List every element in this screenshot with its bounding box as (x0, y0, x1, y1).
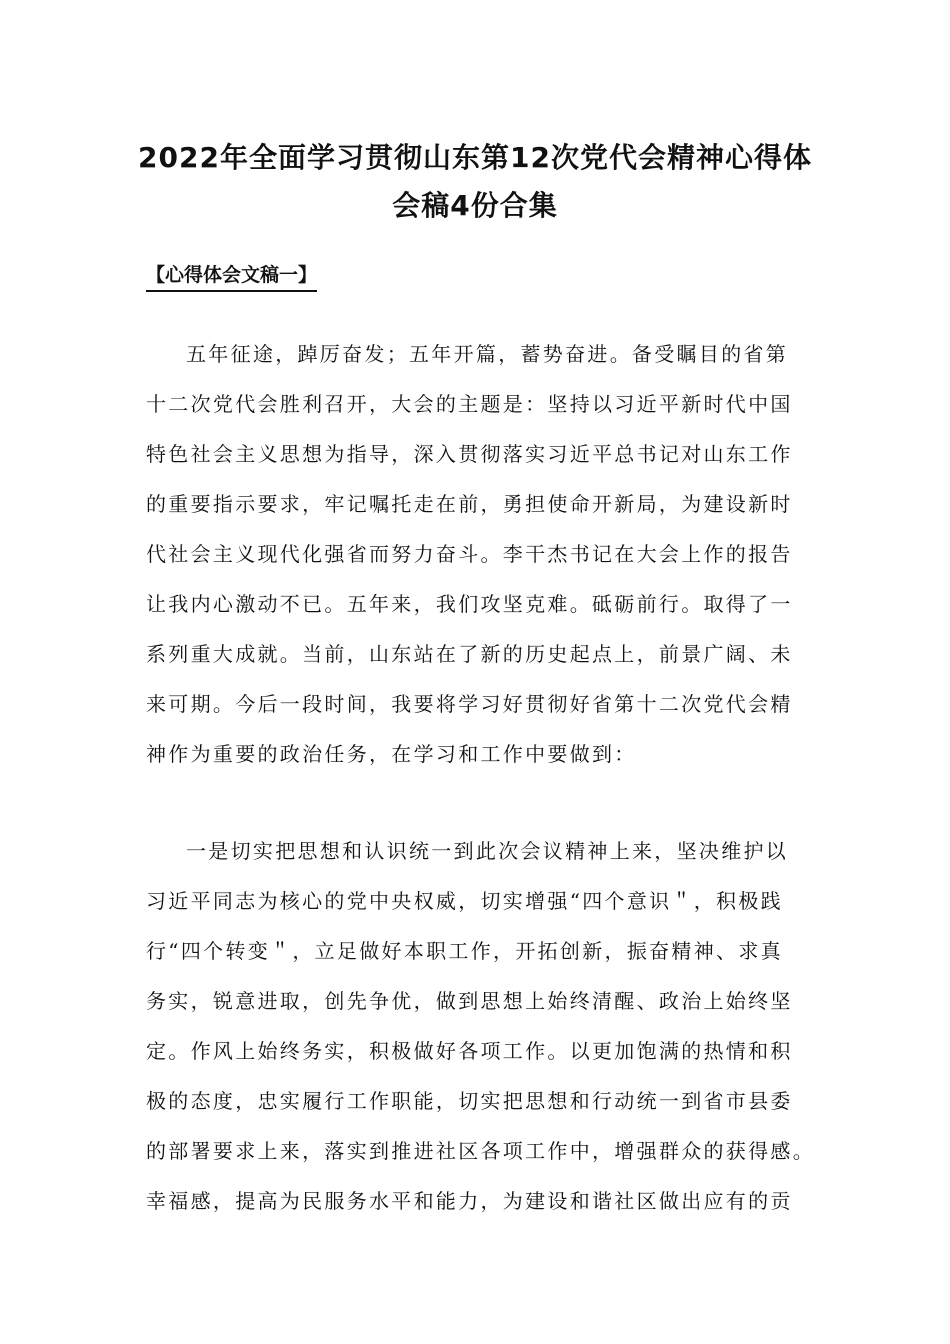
paragraph-1-line: 代社会主义现代化强省而努力奋斗。李干杰书记在大会上作的报告 (146, 542, 793, 566)
paragraph-1-line: 系列重大成就。当前，山东站在了新的历史起点上，前景广阔、未 (146, 642, 793, 666)
paragraph-1-line: 来可期。今后一段时间，我要将学习好贯彻好省第十二次党代会精 (146, 692, 793, 716)
paragraph-2-line: 极的态度，忠实履行工作职能，切实把思想和行动统一到省市县委 (146, 1089, 793, 1113)
section-heading: 【心得体会文稿一】 (146, 260, 317, 292)
paragraph-2-line: 习近平同志为核心的党中央权威，切实增强“四个意识＂，积极践 (146, 889, 783, 913)
paragraph-1-line: 神作为重要的政治任务，在学习和工作中要做到： (146, 742, 637, 766)
paragraph-2-line: 行“四个转变＂，立足做好本职工作，开拓创新，振奋精神、求真 (146, 939, 783, 963)
paragraph-1-line: 让我内心激动不已。五年来，我们攻坚克难。砥砺前行。取得了一 (146, 592, 793, 616)
document-title-line-2: 会稿4份合集 (392, 189, 558, 222)
document-title-line-1: 2022年全面学习贯彻山东第12次党代会精神心得体 (138, 141, 812, 174)
paragraph-1-line: 五年征途，踔厉奋发；五年开篇，蓄势奋进。备受瞩目的省第 (186, 342, 789, 366)
paragraph-2-line: 一是切实把思想和认识统一到此次会议精神上来，坚决维护以 (186, 839, 789, 863)
paragraph-2-line: 幸福感，提高为民服务水平和能力，为建设和谐社区做出应有的贡 (146, 1189, 793, 1213)
paragraph-1-line: 特色社会主义思想为指导，深入贯彻落实习近平总书记对山东工作 (146, 442, 793, 466)
paragraph-2-line: 定。作风上始终务实，积极做好各项工作。以更加饱满的热情和积 (146, 1039, 793, 1063)
paragraph-1-line: 十二次党代会胜利召开，大会的主题是：坚持以习近平新时代中国 (146, 392, 793, 416)
paragraph-1-line: 的重要指示要求，牢记嘱托走在前，勇担使命开新局，为建设新时 (146, 492, 793, 516)
paragraph-2-line: 务实，锐意进取，创先争优，做到思想上始终清醒、政治上始终坚 (146, 989, 793, 1013)
paragraph-2-line: 的部署要求上来，落实到推进社区各项工作中，增强群众的获得感。 (146, 1139, 815, 1163)
